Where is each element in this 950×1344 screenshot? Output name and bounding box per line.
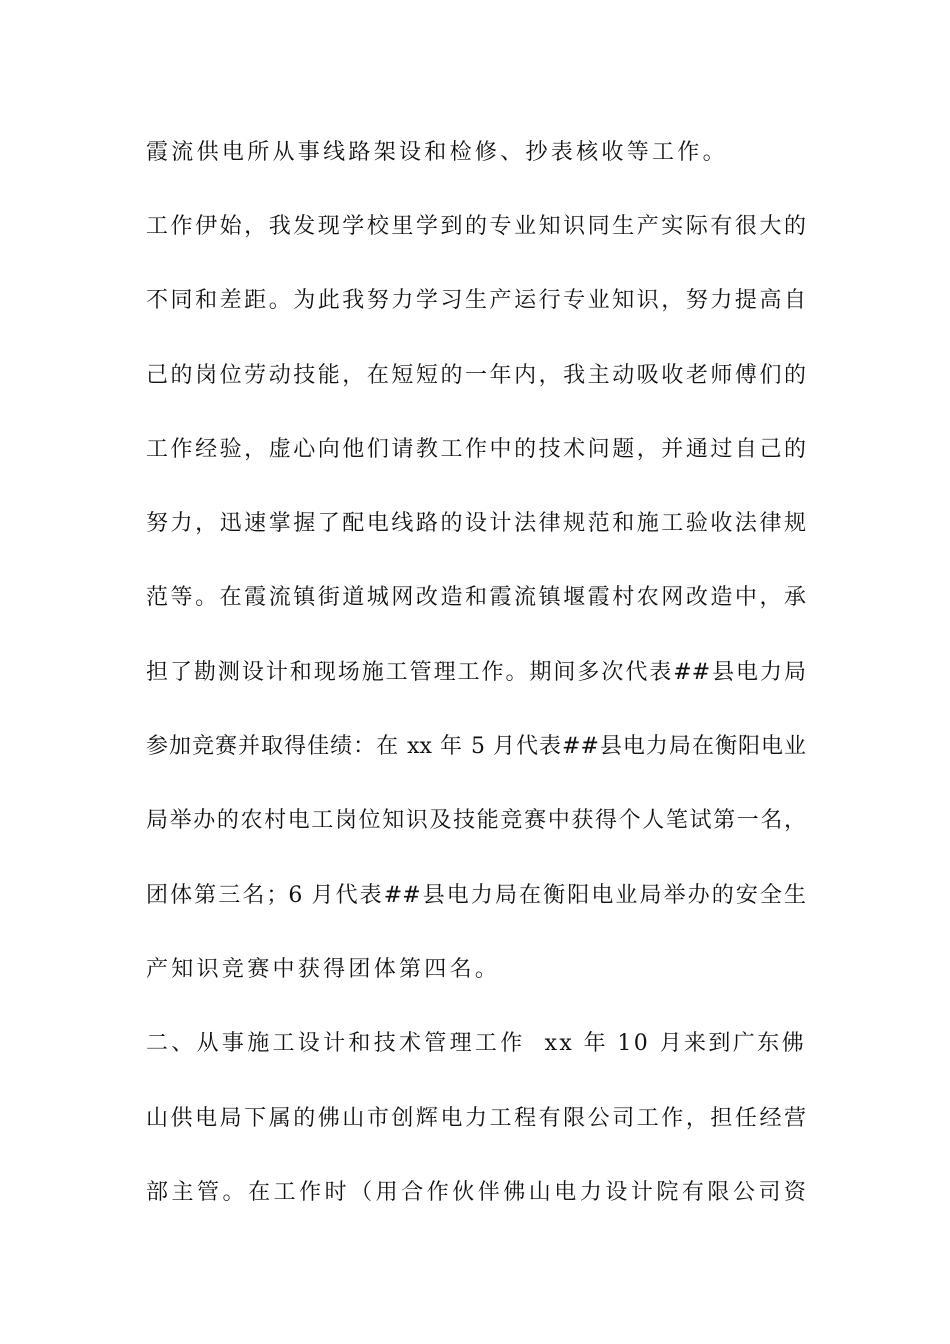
body-text-line: 范等。在霞流镇街道城网改造和霞流镇堰霞村农网改造中，承	[146, 585, 806, 610]
body-text-line: 山供电局下属的佛山市创辉电力工程有限公司工作，担任经营	[146, 1106, 806, 1131]
body-text-line: 部主管。在工作时（用合作伙伴佛山电力设计院有限公司资	[146, 1180, 806, 1205]
body-text-line: 努力，迅速掌握了配电线路的设计法律规范和施工验收法律规	[146, 511, 806, 536]
section-heading: 二、从事施工设计和技术管理工作	[146, 1031, 526, 1056]
body-text-line: 工作经验，虚心向他们请教工作中的技术问题，并通过自己的	[146, 437, 806, 462]
body-text-line: 担了勘测设计和现场施工管理工作。期间多次代表##县电力局	[146, 660, 806, 685]
body-text-line: 局举办的农村电工岗位知识及技能竞赛中获得个人笔试第一名，	[146, 808, 806, 833]
body-text-line: 参加竞赛并取得佳绩：在 xx 年 5 月代表##县电力局在衡阳电业	[146, 734, 806, 759]
body-text-line: 霞流供电所从事线路架设和检修、抄表核收等工作。	[146, 140, 728, 165]
body-text-line: 工作伊始，我发现学校里学到的专业知识同生产实际有很大的	[146, 214, 806, 239]
body-text-line: 不同和差距。为此我努力学习生产运行专业知识，努力提高自	[146, 288, 806, 313]
body-text-line: 团体第三名；6 月代表##县电力局在衡阳电业局举办的安全生	[146, 883, 806, 908]
section-heading-continuation: xx 年 10 月来到广东佛	[544, 1031, 806, 1056]
body-text-line: 产知识竞赛中获得团体第四名。	[146, 957, 501, 982]
body-text-line: 己的岗位劳动技能，在短短的一年内，我主动吸收老师傅们的	[146, 363, 806, 388]
